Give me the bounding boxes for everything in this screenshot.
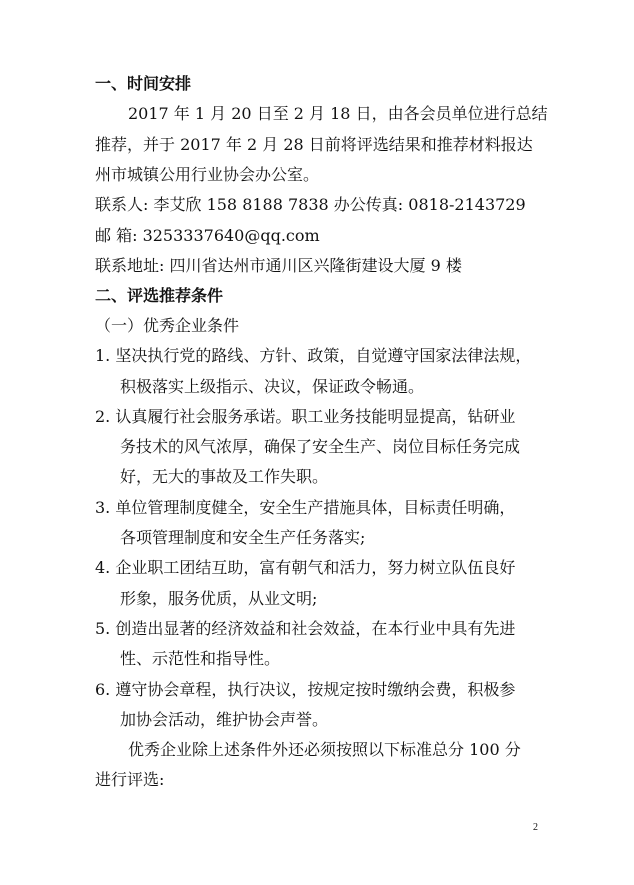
list-item-continuation: 性、示范性和指导性。	[120, 649, 281, 668]
section-2-title: 二、评选推荐条件	[95, 286, 224, 305]
address-line: 联系地址: 四川省达州市通川区兴隆街建设大厦 9 楼	[95, 256, 462, 275]
list-item-continuation: 各项管理制度和安全生产任务落实;	[120, 528, 366, 547]
list-item: 4. 企业职工团结互助，富有朝气和活力，努力树立队伍良好	[95, 558, 516, 577]
section-1-title: 一、时间安排	[95, 74, 192, 93]
page-number: 2	[533, 822, 538, 833]
email-line: 邮 箱: 3253337640@qq.com	[95, 226, 320, 245]
paragraph-line: 推荐，并于 2017 年 2 月 28 日前将评选结果和推荐材料报达	[95, 135, 533, 154]
paragraph-line: 2017 年 1 月 20 日至 2 月 18 日，由各会员单位进行总结	[128, 104, 548, 123]
paragraph-line: 进行评选:	[95, 770, 165, 789]
list-item-continuation: 形象，服务优质，从业文明;	[120, 589, 318, 608]
list-item-continuation: 务技术的风气浓厚，确保了安全生产、岗位目标任务完成	[120, 437, 521, 456]
list-item-continuation: 加协会活动，维护协会声誉。	[120, 710, 329, 729]
list-item-continuation: 好，无大的事故及工作失职。	[120, 467, 329, 486]
list-item: 1. 坚决执行党的路线、方针、政策，自觉遵守国家法律法规，	[95, 346, 532, 365]
list-item: 5. 创造出显著的经济效益和社会效益，在本行业中具有先进	[95, 619, 516, 638]
paragraph-line: 州市城镇公用行业协会办公室。	[95, 165, 320, 184]
paragraph-line: 优秀企业除上述条件外还必须按照以下标准总分 100 分	[128, 740, 521, 759]
list-item: 2. 认真履行社会服务承诺。职工业务技能明显提高，钻研业	[95, 407, 516, 426]
subsection-title: （一）优秀企业条件	[95, 316, 240, 335]
contact-line: 联系人: 李艾欣 158 8188 7838 办公传真: 0818-2143729	[95, 195, 526, 214]
list-item: 6. 遵守协会章程，执行决议，按规定按时缴纳会费，积极参	[95, 680, 516, 699]
list-item-continuation: 积极落实上级指示、决议，保证政令畅通。	[120, 377, 425, 396]
list-item: 3. 单位管理制度健全，安全生产措施具体，目标责任明确，	[95, 498, 516, 517]
